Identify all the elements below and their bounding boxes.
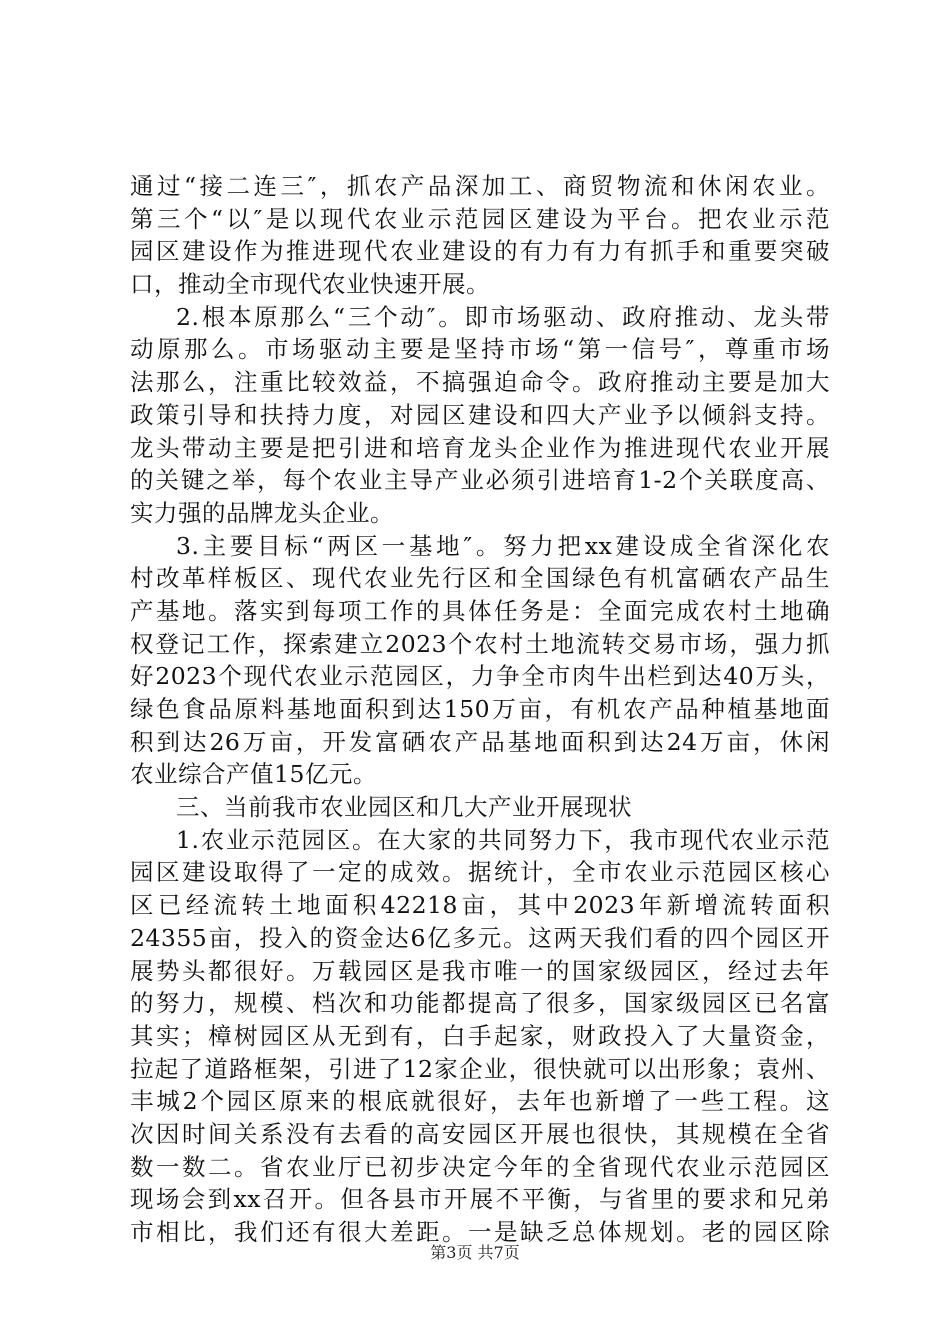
text-line: 拉起了道路框架，引进了12家企业，很快就可以出形象；袁州、 xyxy=(130,1054,830,1083)
text-line: 龙头带动主要是把引进和培育龙头企业作为推进现代农业开展 xyxy=(130,433,830,462)
text-line: 次因时间关系没有去看的高安园区开展也很快，其规模在全省 xyxy=(130,1119,830,1148)
text-line: 其实；樟树园区从无到有，白手起家，财政投入了大量资金， xyxy=(130,1021,830,1050)
text-line: 口，推动全市现代农业快速开展。 xyxy=(130,270,490,299)
text-line: 的努力，规模、档次和功能都提高了很多，国家级园区已名富 xyxy=(130,989,830,1018)
paragraph-start-line: 2.根本原那么“三个动″。即市场驱动、政府推动、龙头带 xyxy=(176,302,830,331)
page-number-label: 第3页 共7页 xyxy=(430,1243,520,1262)
text-line: 权登记工作，探索建立2023个农村土地流转交易市场，强力抓 xyxy=(130,629,830,658)
page-footer xyxy=(0,1243,950,1263)
paragraph-start-line: 1.农业示范园区。在大家的共同努力下，我市现代农业示范 xyxy=(176,825,830,854)
text-line: 农业综合产值15亿元。 xyxy=(130,760,377,789)
text-line: 好2023个现代农业示范园区，力争全市肉牛出栏到达40万头， xyxy=(130,662,830,691)
text-line: 动原那么。市场驱动主要是坚持市场“第一信号″，尊重市场 xyxy=(130,335,830,364)
text-line: 园区建设取得了一定的成效。据统计，全市农业示范园区核心 xyxy=(130,858,830,887)
section-heading: 三、当前我市农业园区和几大产业开展现状 xyxy=(176,793,632,822)
text-line: 积到达26万亩，开发富硒农产品基地面积到达24万亩，休闲 xyxy=(130,727,830,756)
text-line: 第三个“以″是以现代农业示范园区建设为平台。把农业示范 xyxy=(130,204,830,233)
text-line: 绿色食品原料基地面积到达150万亩，有机农产品种植基地面 xyxy=(130,695,830,723)
text-line: 丰城2个园区原来的根底就很好，去年也新增了一些工程。这 xyxy=(130,1087,830,1116)
text-line: 数一数二。省农业厅已初步决定今年的全省现代农业示范园区 xyxy=(130,1152,830,1181)
text-line: 区已经流转土地面积42218亩，其中2023年新增流转面积 xyxy=(130,891,830,920)
paragraph-start-line: 3.主要目标“两区一基地″。努力把xx建设成全省深化农 xyxy=(176,531,830,560)
text-line: 产基地。落实到每项工作的具体任务是：全面完成农村土地确 xyxy=(130,596,830,625)
text-line: 法那么，注重比较效益，不搞强迫命令。政府推动主要是加大 xyxy=(130,368,830,397)
text-line: 市相比，我们还有很大差距。一是缺乏总体规划。老的园区除 xyxy=(130,1218,830,1246)
text-line: 实力强的品牌龙头企业。 xyxy=(130,498,394,527)
text-line: 村改革样板区、现代农业先行区和全国绿色有机富硒农产品生 xyxy=(130,564,830,593)
text-line: 展势头都很好。万载园区是我市唯一的国家级园区，经过去年 xyxy=(130,956,830,985)
text-line: 的关键之举，每个农业主导产业必须引进培育1-2个关联度高、 xyxy=(130,466,830,495)
body-text xyxy=(130,170,830,1249)
text-line: 园区建设作为推进现代农业建设的有力有力有抓手和重要突破 xyxy=(130,237,830,266)
text-line: 通过“接二连三″，抓农产品深加工、商贸物流和休闲农业。 xyxy=(130,172,830,200)
text-line: 现场会到xx召开。但各县市开展不平衡，与省里的要求和兄弟 xyxy=(130,1185,830,1214)
text-line: 24355亩，投入的资金达6亿多元。这两天我们看的四个园区开 xyxy=(130,923,830,952)
text-line: 政策引导和扶持力度，对园区建设和四大产业予以倾斜支持。 xyxy=(130,400,830,429)
